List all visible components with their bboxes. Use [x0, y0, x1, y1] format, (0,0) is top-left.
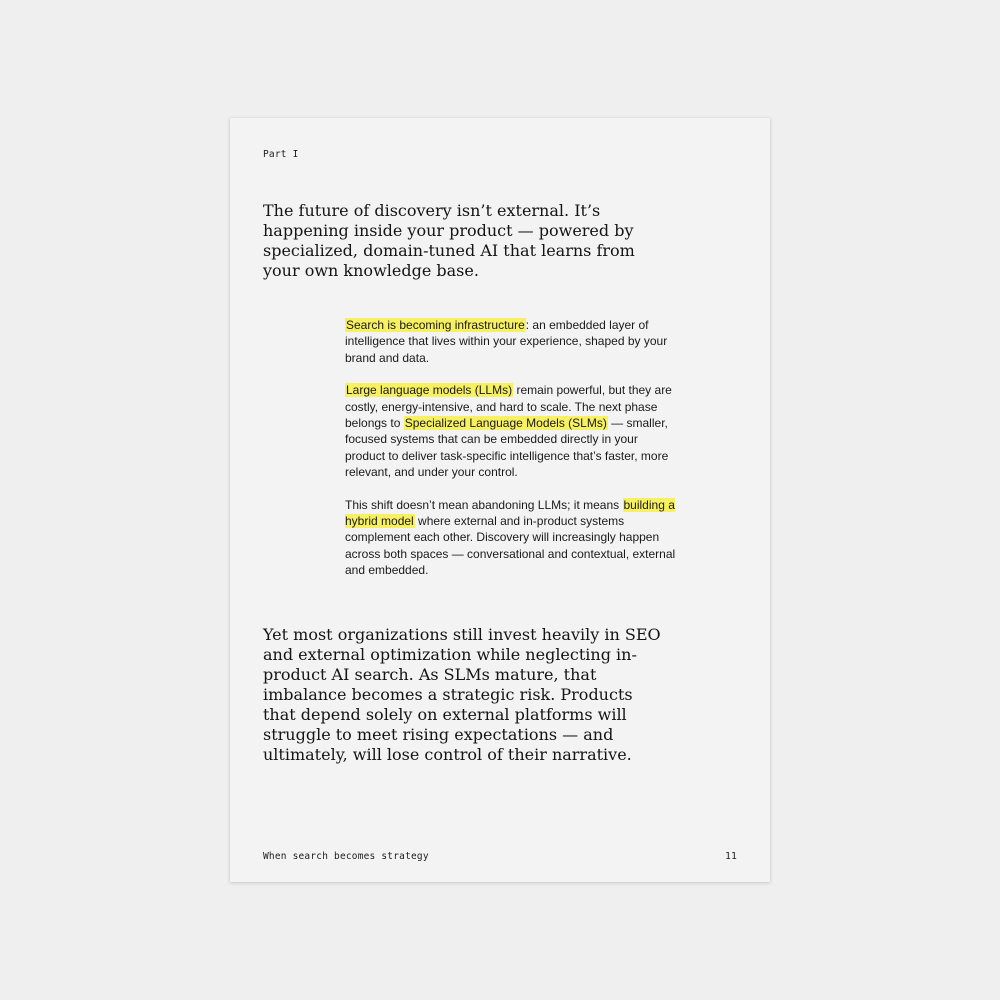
body-paragraph-3: [345, 497, 680, 579]
section-label: Part I: [263, 149, 299, 160]
body-text: This shift doesn’t mean abandoning LLMs; it means: [345, 497, 623, 512]
lead-paragraph: The future of discovery isn’t external. It’s happening inside your product — powered by specialized, domain-tuned AI that learns from your own knowledge base.: [263, 201, 635, 280]
highlight-slms: Specialized Language Models (SLMs): [404, 416, 607, 431]
body-text: : an embedded layer of intelligence that lives within your experience, shaped by your brand and data.: [345, 318, 668, 365]
body-text: where external and in-product systems complement each other. Discovery will increasingly happen across both spaces — conversational and contextual, external and embedded.: [345, 514, 676, 578]
body-column: [345, 317, 680, 595]
body-text: — smaller, focused systems that can be embedded directly in your product to deliver task-specific intelligence that’s faster, more relevant, and under your control.: [345, 416, 669, 480]
document-page: [230, 118, 770, 882]
highlight-hybrid-model: building a hybrid model: [345, 497, 675, 529]
body-paragraph-2: [345, 382, 680, 480]
highlight-llms: Large language models (LLMs): [346, 383, 513, 398]
footer-title: When search becomes strategy: [263, 851, 429, 862]
closing-paragraph: Yet most organizations still invest heavily in SEO and external optimization while neglecting in-product AI search. As SLMs mature, that imbalance becomes a strategic risk. Products that depend solely on external platforms will struggle to meet rising expectations — and ultimately, will lose control of their narrative.: [263, 625, 661, 764]
body-text: remain powerful, but they are costly, energy-intensive, and hard to scale. The next phase belongs to: [345, 383, 672, 431]
page-number: 11: [725, 851, 737, 862]
highlight-search-infrastructure: Search is becoming infrastructure: [346, 318, 525, 332]
body-paragraph-1: [345, 317, 680, 366]
